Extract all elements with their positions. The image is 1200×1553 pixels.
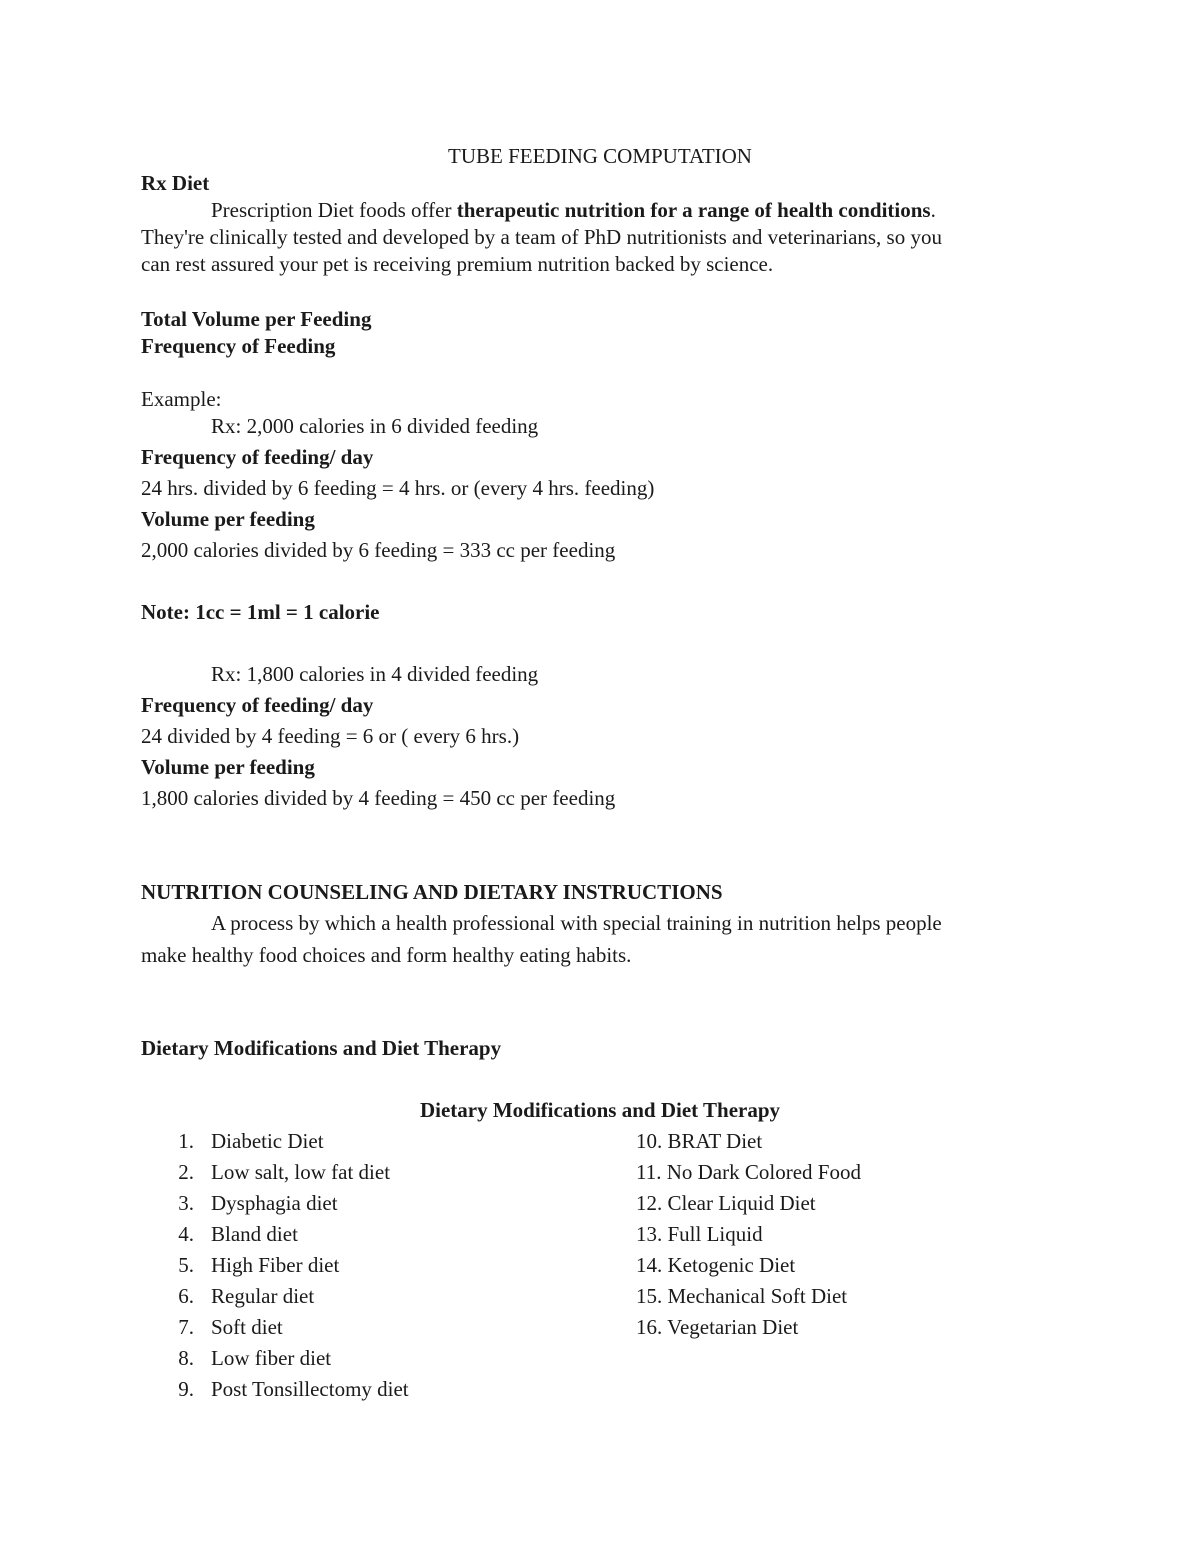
list-item-text: Soft diet [211,1315,283,1339]
list-item: 13. Full Liquid [636,1222,763,1246]
example-rx-2: Rx: 1,800 calories in 4 divided feeding [211,662,539,686]
rx-diet-paragraph-line2: They're clinically tested and developed by a team of PhD nutritionists and veterinarians, so you [141,225,942,249]
rx-diet-paragraph-line3: can rest assured your pet is receiving premium nutrition backed by science. [141,252,774,276]
rx-diet-para-bold: therapeutic nutrition for a range of health conditions [456,198,931,222]
counseling-heading: NUTRITION COUNSELING AND DIETARY INSTRUCTIONS [141,880,723,904]
rx-diet-heading: Rx Diet [141,171,210,195]
volume-per-feeding-heading-2: Volume per feeding [141,755,315,779]
rx-diet-para-start: Prescription Diet foods offer [211,198,457,222]
frequency-per-day-text-2: 24 divided by 4 feeding = 6 or ( every 6 hrs.) [141,724,520,748]
list-item-number: 3. [178,1191,194,1215]
list-item-number: 6. [178,1284,194,1308]
list-item-text: Dysphagia diet [211,1191,338,1215]
list-item-number: 4. [178,1222,194,1246]
frequency-per-day-heading-1: Frequency of feeding/ day [141,445,374,469]
page-title: TUBE FEEDING COMPUTATION [448,144,752,168]
frequency-per-day-text-1: 24 hrs. divided by 6 feeding = 4 hrs. or (every 4 hrs. feeding) [141,476,655,500]
list-item-text: Post Tonsillectomy diet [211,1377,409,1401]
total-volume-heading: Total Volume per Feeding [141,307,372,331]
frequency-heading: Frequency of Feeding [141,334,336,358]
list-item: 10. BRAT Diet [636,1129,763,1153]
list-item-number: 1. [178,1129,194,1153]
list-item-text: Bland diet [211,1222,298,1246]
list-item-text: Regular diet [211,1284,315,1308]
note-text: Note: 1cc = 1ml = 1 calorie [141,600,380,624]
list-item-number: 8. [178,1346,194,1370]
list-item-number: 2. [178,1160,194,1184]
counseling-line-2: make healthy food choices and form healthy eating habits. [141,943,632,967]
volume-per-feeding-text-1: 2,000 calories divided by 6 feeding = 333 cc per feeding [141,538,616,562]
rx-diet-paragraph-line1 [211,200,936,221]
volume-per-feeding-text-2: 1,800 calories divided by 4 feeding = 450 cc per feeding [141,786,616,810]
list-item-number: 9. [178,1377,194,1401]
diet-therapy-heading: Dietary Modifications and Diet Therapy [141,1036,502,1060]
list-item: 11. No Dark Colored Food [636,1160,861,1184]
example-label: Example: [141,387,222,411]
list-item-text: High Fiber diet [211,1253,340,1277]
list-item: 16. Vegetarian Diet [636,1315,799,1339]
diet-list-title: Dietary Modifications and Diet Therapy [419,1098,781,1122]
volume-per-feeding-heading-1: Volume per feeding [141,507,315,531]
rx-diet-para-end: . [930,198,936,222]
list-item: 12. Clear Liquid Diet [636,1191,816,1215]
list-item-text: Low salt, low fat diet [211,1160,391,1184]
list-item-text: Low fiber diet [211,1346,332,1370]
list-item-number: 5. [178,1253,194,1277]
list-item: 15. Mechanical Soft Diet [636,1284,848,1308]
example-rx-1: Rx: 2,000 calories in 6 divided feeding [211,414,539,438]
list-item: 14. Ketogenic Diet [636,1253,796,1277]
counseling-line-1: A process by which a health professional with special training in nutrition helps people [211,911,942,935]
list-item-text: Diabetic Diet [211,1129,324,1153]
list-item-number: 7. [178,1315,194,1339]
frequency-per-day-heading-2: Frequency of feeding/ day [141,693,374,717]
